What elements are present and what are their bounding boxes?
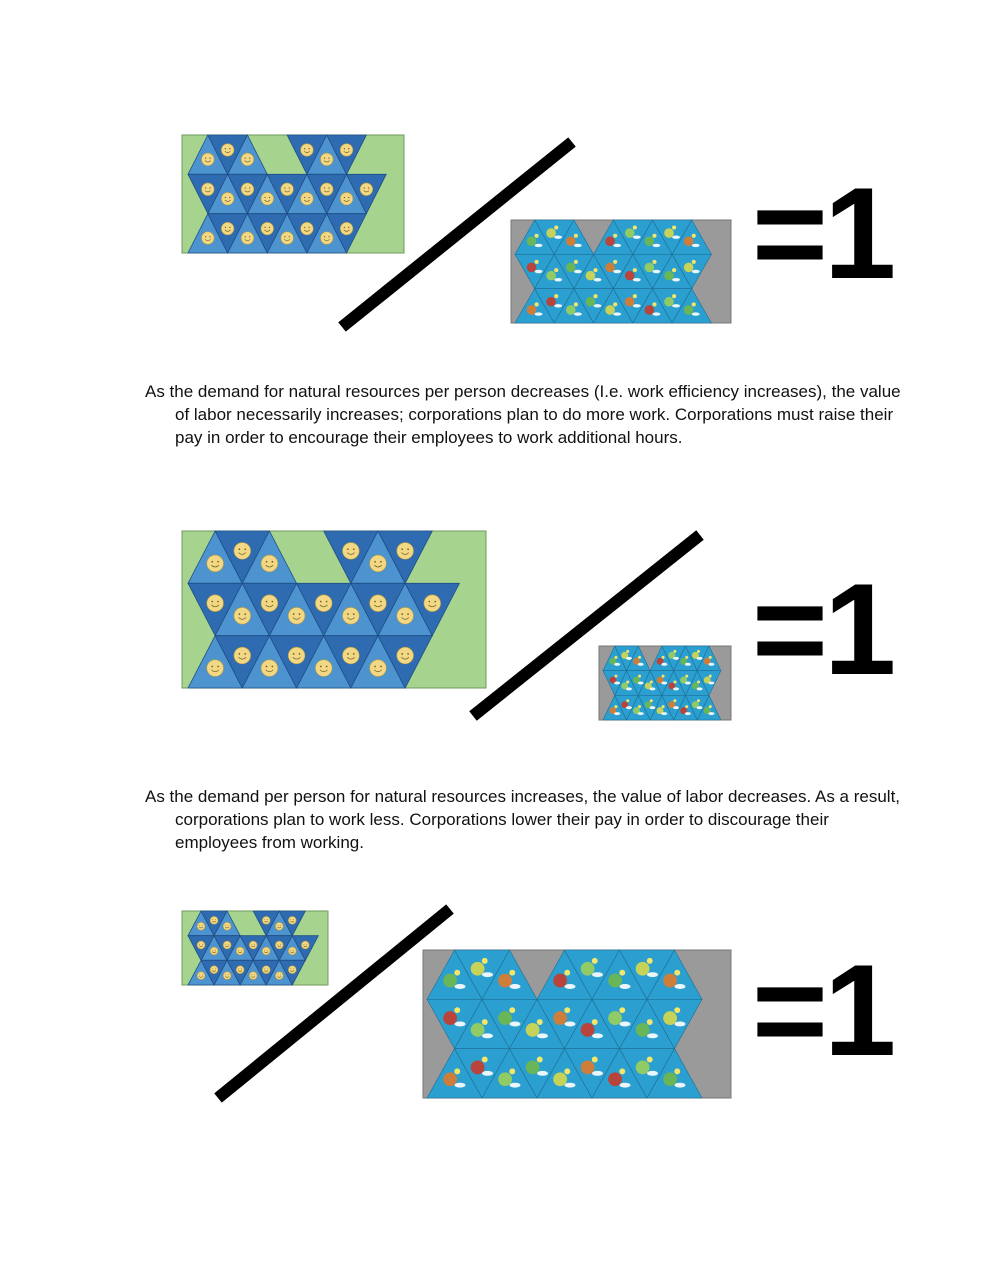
paragraph-2: As the demand per person for natural resources increases, the value of labor decreases. As a result, corporations plan to work less. Corporations lower their pay in order to discourage their employees from working. <box>145 787 901 852</box>
smiley-face-icon <box>342 647 359 664</box>
smiley-face-icon <box>320 232 333 245</box>
people-panel <box>182 135 404 253</box>
figure-2 <box>0 520 990 730</box>
smiley-face-icon <box>241 153 254 166</box>
people-panel <box>182 531 486 688</box>
smiley-face-icon <box>197 972 205 980</box>
smiley-face-icon <box>340 144 353 157</box>
equals-one-label: =1 <box>752 937 893 1083</box>
smiley-face-icon <box>197 922 205 930</box>
smiley-face-icon <box>360 183 373 196</box>
smiley-face-icon <box>288 916 296 924</box>
smiley-face-icon <box>424 595 441 612</box>
smiley-face-icon <box>202 183 215 196</box>
smiley-face-icon <box>223 941 231 949</box>
smiley-face-icon <box>207 555 224 572</box>
smiley-face-icon <box>210 966 218 974</box>
smiley-face-icon <box>221 222 234 235</box>
smiley-face-icon <box>288 947 296 955</box>
smiley-face-icon <box>221 144 234 157</box>
smiley-face-icon <box>236 966 244 974</box>
smiley-face-icon <box>210 947 218 955</box>
smiley-face-icon <box>281 232 294 245</box>
smiley-face-icon <box>197 941 205 949</box>
equals-one-label: =1 <box>752 160 893 306</box>
smiley-face-icon <box>261 555 278 572</box>
people-panel <box>182 911 328 985</box>
smiley-face-icon <box>234 607 251 624</box>
smiley-face-icon <box>275 972 283 980</box>
smiley-face-icon <box>370 555 387 572</box>
smiley-face-icon <box>301 144 314 157</box>
equals-one-label: =1 <box>752 556 893 702</box>
smiley-face-icon <box>223 922 231 930</box>
smiley-face-icon <box>202 153 215 166</box>
smiley-face-icon <box>223 972 231 980</box>
globe-map-icon <box>511 220 731 323</box>
smiley-face-icon <box>262 916 270 924</box>
smiley-face-icon <box>234 543 251 560</box>
smiley-face-icon <box>261 222 274 235</box>
smiley-face-icon <box>288 966 296 974</box>
smiley-face-icon <box>397 543 414 560</box>
figure-3 <box>0 895 990 1110</box>
smiley-face-icon <box>370 660 387 677</box>
smiley-face-icon <box>397 607 414 624</box>
smiley-face-icon <box>262 966 270 974</box>
paragraph-1: As the demand for natural resources per person decreases (I.e. work efficiency increases), the value of labor necessarily increases; corporations plan to do more work. Corporations must raise their pay in order to encourage their employees to work additional hours. <box>145 382 901 447</box>
smiley-face-icon <box>202 232 215 245</box>
smiley-face-icon <box>301 192 314 205</box>
smiley-face-icon <box>301 222 314 235</box>
smiley-face-icon <box>281 183 294 196</box>
smiley-face-icon <box>221 192 234 205</box>
smiley-face-icon <box>288 607 305 624</box>
smiley-face-icon <box>342 543 359 560</box>
globe-map-icon <box>423 950 731 1098</box>
smiley-face-icon <box>210 916 218 924</box>
smiley-face-icon <box>320 183 333 196</box>
smiley-face-icon <box>320 153 333 166</box>
smiley-face-icon <box>288 647 305 664</box>
smiley-face-icon <box>315 660 332 677</box>
smiley-face-icon <box>342 607 359 624</box>
smiley-face-icon <box>397 647 414 664</box>
smiley-face-icon <box>340 222 353 235</box>
smiley-face-icon <box>370 595 387 612</box>
smiley-face-icon <box>340 192 353 205</box>
smiley-face-icon <box>249 972 257 980</box>
smiley-face-icon <box>207 660 224 677</box>
smiley-face-icon <box>249 941 257 949</box>
smiley-face-icon <box>261 192 274 205</box>
figure-1 <box>0 120 990 350</box>
smiley-face-icon <box>315 595 332 612</box>
smiley-face-icon <box>301 941 309 949</box>
smiley-face-icon <box>207 595 224 612</box>
globe-map-icon <box>599 646 731 720</box>
smiley-face-icon <box>236 947 244 955</box>
smiley-face-icon <box>261 660 278 677</box>
smiley-face-icon <box>241 232 254 245</box>
smiley-face-icon <box>241 183 254 196</box>
smiley-face-icon <box>261 595 278 612</box>
smiley-face-icon <box>275 941 283 949</box>
smiley-face-icon <box>262 947 270 955</box>
smiley-face-icon <box>275 922 283 930</box>
smiley-face-icon <box>234 647 251 664</box>
